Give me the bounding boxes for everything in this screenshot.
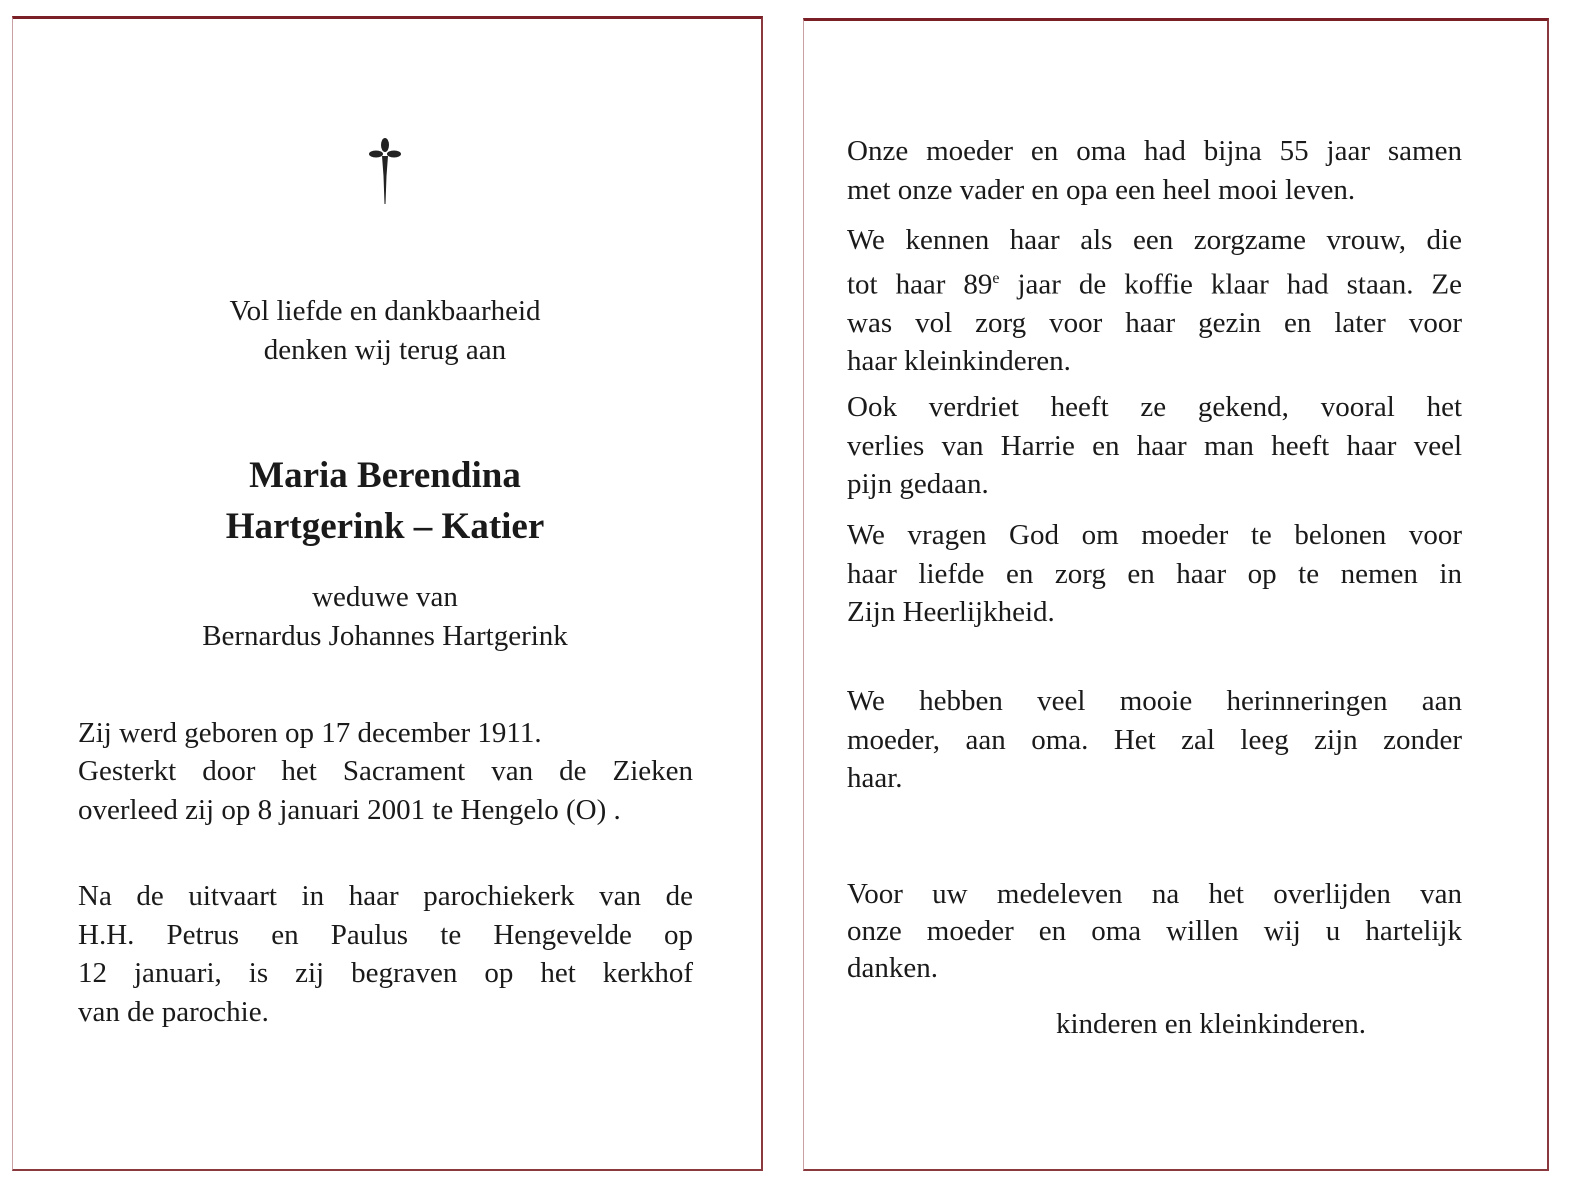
line: met onze vader en opa een heel mooi leven. (847, 173, 1356, 206)
paragraph-thanks (847, 876, 1462, 987)
line: Ook verdriet heeft ze gekend, vooral het (847, 391, 1462, 423)
line: We vragen God om moeder te belonen voor (847, 519, 1462, 551)
line: Na de uitvaart in haar parochiekerk van de (78, 880, 693, 912)
line: haar kleinkinderen. (847, 345, 1071, 378)
line: van de parochie. (78, 995, 269, 1028)
line: Zijn Heerlijkheid. (847, 596, 1055, 628)
paragraph-memories (847, 682, 1462, 798)
paragraph-grief (847, 388, 1462, 504)
birth-death-paragraph-cont (78, 752, 693, 829)
text: tot haar 89 (847, 268, 993, 301)
intro-text (85, 292, 685, 370)
line: Onze moeder en oma had bijna 55 jaar samen (847, 135, 1462, 167)
line: We kennen haar als een zorgzame vrouw, die (847, 224, 1462, 256)
paragraph-caring (847, 221, 1462, 381)
spouse-line: Bernardus Johannes Hartgerink (202, 620, 568, 652)
name-line: Hartgerink – Katier (225, 506, 545, 547)
line: 12 januari, is zij begraven op het kerkhof (78, 957, 693, 989)
line: danken. (847, 952, 938, 984)
superscript: e (992, 269, 1000, 287)
line: Zij werd geboren op 17 december 1911. (78, 717, 542, 749)
paragraph-prayer (847, 516, 1462, 632)
line: pijn gedaan. (847, 468, 989, 500)
line: haar. (847, 762, 903, 794)
line: haar liefde en zorg en haar op te nemen in (847, 557, 1462, 590)
birth-death-paragraph (78, 714, 613, 753)
line: was vol zorg voor haar gezin en later voor (847, 306, 1462, 339)
line: H.H. Petrus en Paulus te Hengevelde op (78, 918, 693, 951)
line: We hebben veel mooie herinneringen aan (847, 685, 1462, 717)
line (847, 260, 1462, 304)
line: onze moeder en oma willen wij u hartelijk (847, 915, 1462, 947)
line: moeder, aan oma. Het zal leeg zijn zonder (847, 723, 1462, 756)
name-line: Maria Berendina (249, 455, 521, 496)
intro-line: Vol liefde en dankbaarheid (229, 295, 541, 327)
funeral-paragraph (78, 877, 693, 1031)
line: Voor uw medeleven na het overlijden van (847, 878, 1462, 910)
spouse-line: weduwe van (312, 581, 458, 613)
signature: kinderen en kleinkinderen. (1056, 1008, 1367, 1040)
line: Gesterkt door het Sacrament van de Zieken (78, 755, 693, 787)
line: verlies van Harrie en haar man heeft haar veel (847, 429, 1462, 462)
intro-line: denken wij terug aan (263, 334, 507, 366)
spouse-text (85, 578, 685, 656)
text: jaar de koffie klaar had staan. Ze (999, 268, 1462, 301)
line: overleed zij op 8 januari 2001 te Hengelo (O) . (78, 793, 621, 826)
paragraph-marriage (847, 132, 1462, 209)
cross-icon (368, 136, 402, 206)
deceased-name (85, 450, 685, 552)
